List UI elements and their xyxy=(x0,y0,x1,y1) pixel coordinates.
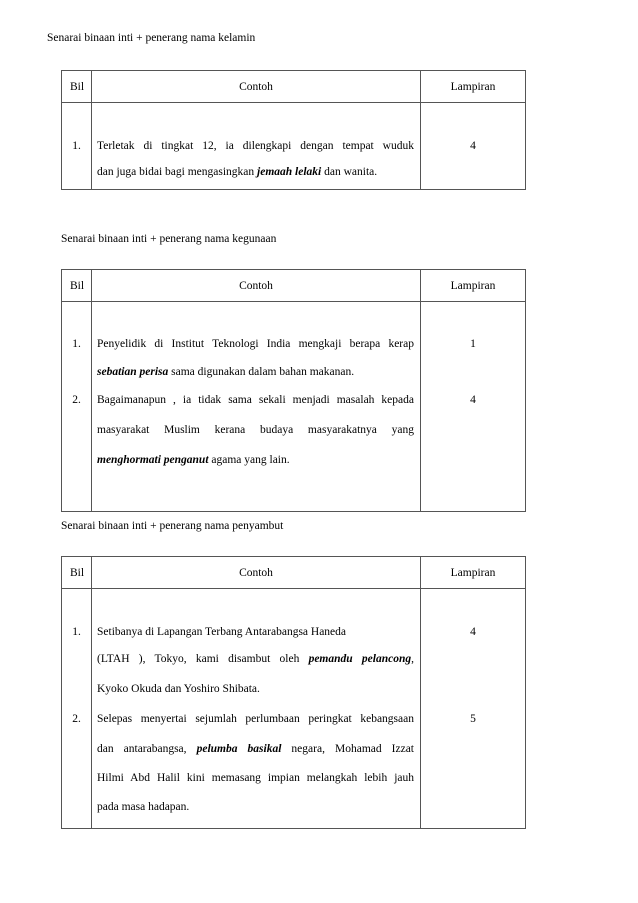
key-term: pelumba basikal xyxy=(196,743,282,755)
header-bil: Bil xyxy=(62,557,92,589)
row-number: 2. xyxy=(72,713,81,725)
contoh-line: Kyoko Okuda dan Yoshiro Shibata. xyxy=(97,683,260,695)
contoh-line: pada masa hadapan. xyxy=(97,801,190,813)
contoh-line: menghormati penganut agama yang lain. xyxy=(97,454,290,466)
row-number: 1. xyxy=(72,140,81,152)
contoh-line: Terletak di tingkat 12, ia dilengkapi dengan tempat wuduk xyxy=(97,140,414,152)
contoh-line: dan antarabangsa, pelumba basikal negara, Mohamad Izzat xyxy=(97,743,414,755)
key-term: menghormati penganut xyxy=(97,454,209,466)
table-kelamin xyxy=(61,70,526,190)
section-heading-kelamin: Senarai binaan inti + penerang nama kelamin xyxy=(47,32,256,44)
header-bil: Bil xyxy=(62,270,92,302)
header-bil: Bil xyxy=(62,71,92,103)
contoh-line: Setibanya di Lapangan Terbang Antarabangsa Haneda xyxy=(97,626,347,638)
contoh-line: dan juga bidai bagi mengasingkan jemaah lelaki dan wanita. xyxy=(97,166,378,178)
table-row xyxy=(62,302,526,512)
table-row xyxy=(62,103,526,190)
contoh-line: Bagaimanapun , ia tidak sama sekali menjadi masalah kepada xyxy=(97,394,414,406)
key-term: pemandu pelancong xyxy=(308,653,412,665)
contoh-line: Selepas menyertai sejumlah perlumbaan peringkat kebangsaan xyxy=(97,713,414,725)
contoh-line: Hilmi Abd Halil kini memasang impian melangkah lebih jauh xyxy=(97,772,414,784)
lampiran-value: 1 xyxy=(470,338,476,350)
lampiran-value: 5 xyxy=(470,713,476,725)
section-heading-kegunaan: Senarai binaan inti + penerang nama kegunaan xyxy=(61,233,277,245)
header-contoh: Contoh xyxy=(92,71,421,103)
contoh-line: Penyelidik di Institut Teknologi India mengkaji berapa kerap xyxy=(97,338,414,350)
section-heading-penyambut: Senarai binaan inti + penerang nama penyambut xyxy=(61,520,284,532)
header-contoh: Contoh xyxy=(92,557,421,589)
table-kegunaan xyxy=(61,269,526,512)
key-term: jemaah lelaki xyxy=(257,166,322,178)
contoh-line: sebatian perisa sama digunakan dalam bahan makanan. xyxy=(97,366,355,378)
table-row xyxy=(62,589,526,829)
row-number: 1. xyxy=(72,626,81,638)
row-number: 1. xyxy=(72,338,81,350)
header-lampiran: Lampiran xyxy=(421,270,526,302)
header-lampiran: Lampiran xyxy=(421,557,526,589)
row-number: 2. xyxy=(72,394,81,406)
header-contoh: Contoh xyxy=(92,270,421,302)
key-term: sebatian perisa xyxy=(97,366,169,378)
header-lampiran: Lampiran xyxy=(421,71,526,103)
lampiran-value: 4 xyxy=(470,626,476,638)
lampiran-value: 4 xyxy=(470,394,476,406)
table-penyambut xyxy=(61,556,526,829)
contoh-line: masyarakat Muslim kerana budaya masyarakatnya yang xyxy=(97,424,414,436)
lampiran-value: 4 xyxy=(470,140,476,152)
contoh-line: (LTAH ), Tokyo, kami disambut oleh pemandu pelancong, xyxy=(97,653,414,665)
